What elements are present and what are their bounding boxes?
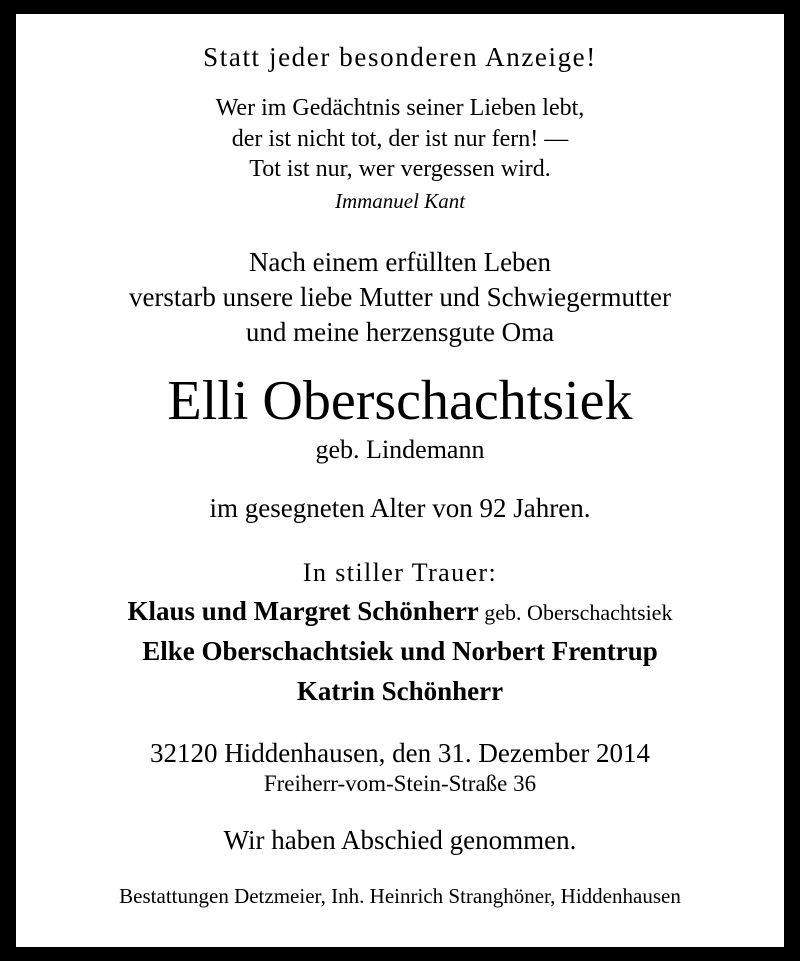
- verse-author: Immanuel Kant: [334, 189, 466, 214]
- verse-line-2: der ist nicht tot, der ist nur fern! —: [231, 125, 569, 152]
- mourner-entry: [34, 676, 766, 708]
- notice-headline: Statt jeder besonderen Anzeige!: [203, 42, 597, 72]
- mourner-entry: [34, 596, 766, 628]
- intro-line-1: Nach einem erfüllten Leben: [248, 247, 552, 278]
- deceased-maiden-name: geb. Lindemann: [315, 435, 485, 465]
- mourner-name: Elke Oberschachtsiek und Norbert Frentrup: [142, 635, 658, 666]
- intro-text: [34, 245, 766, 350]
- verse-line-1: Wer im Gedächtnis seiner Lieben lebt,: [215, 95, 585, 121]
- intro-line-3: und meine herzensgute Oma: [245, 317, 555, 348]
- memorial-verse: [34, 93, 766, 215]
- verse-line-3: Tot ist nur, wer vergessen wird.: [249, 156, 551, 183]
- mourner-suffix: geb. Oberschachtsiek: [478, 600, 673, 626]
- mourner-entry: [34, 636, 766, 668]
- undertaker-credit: Bestattungen Detzmeier, Inh. Heinrich Stranghöner, Hiddenhausen: [119, 883, 681, 908]
- mourner-name: Klaus und Margret Schönherr: [127, 596, 479, 627]
- intro-line-2: verstarb unsere liebe Mutter und Schwiegermutter: [128, 282, 672, 313]
- farewell-text: Wir haben Abschied genommen.: [223, 824, 577, 855]
- mourner-name: Katrin Schönherr: [296, 675, 504, 706]
- obituary-notice: [16, 14, 784, 947]
- deceased-name: Elli Oberschachtsiek: [167, 370, 633, 433]
- deceased-age: im gesegneten Alter von 92 Jahren.: [209, 493, 591, 524]
- street-address: Freiherr-vom-Stein-Straße 36: [263, 770, 537, 796]
- place-and-date: 32120 Hiddenhausen, den 31. Dezember 2014: [149, 737, 651, 768]
- mourners-title: In stiller Trauer:: [302, 558, 498, 588]
